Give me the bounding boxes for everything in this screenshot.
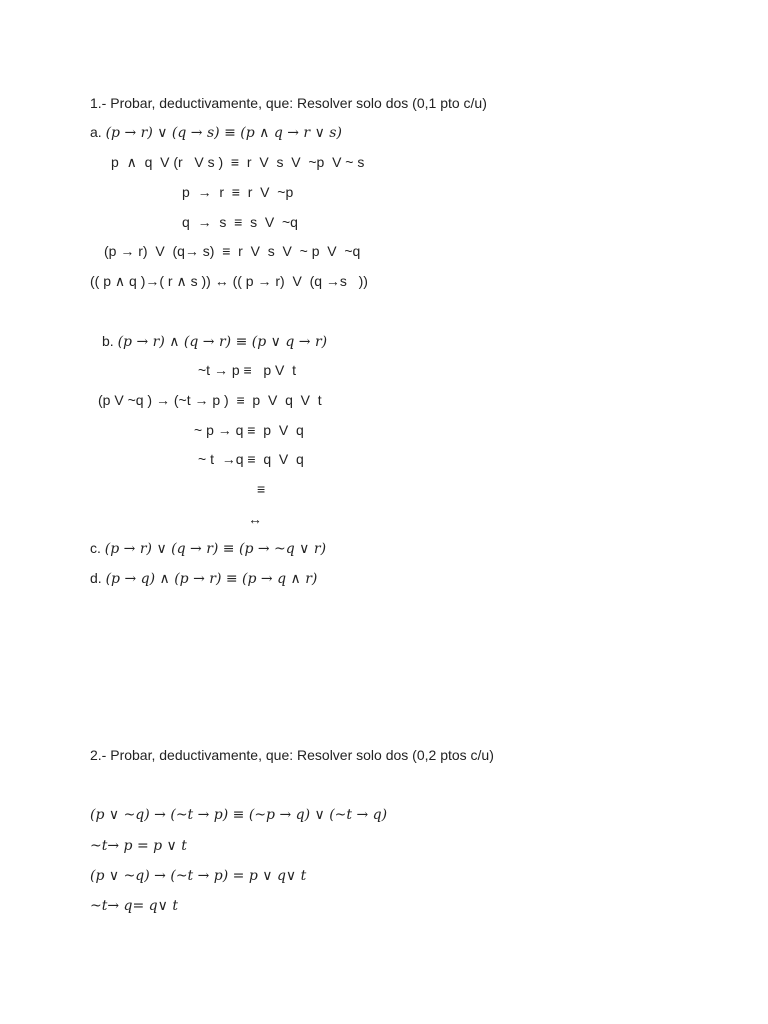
- item-a: [90, 123, 342, 142]
- a-work-line-1: p ∧ q V (r V s ) ≡ r V s V ~p V ~ s: [111, 154, 365, 170]
- item-d-label: d.: [90, 570, 106, 586]
- section2-line-3: (p ∨ ~q) → (~t → p) = p ∨ q∨ t: [90, 868, 307, 884]
- a-work-line-5: (( p ∧ q )→( r ∧ s )) ↔ (( p → r) V (q →s )): [90, 273, 368, 289]
- section2-heading: 2.- Probar, deductivamente, que: Resolver solo dos (0,2 ptos c/u): [90, 747, 494, 763]
- a-work-line-2: p → r ≡ r V ~p: [182, 184, 294, 200]
- a-work-line-3: q → s ≡ s V ~q: [182, 214, 298, 230]
- section2-line-1: (p ∨ ~q) → (~t → p) ≡ (~p → q) ∨ (~t → q): [90, 807, 388, 823]
- item-d: [90, 569, 317, 588]
- b-work-line-2: (p V ~q ) → (~t → p ) ≡ p V q V t: [98, 392, 322, 408]
- item-a-formula: (p → r) ∨ (q → s) ≡ (p ∧ q → r ∨ s): [105, 125, 342, 141]
- b-work-line-5: ≡: [257, 481, 266, 497]
- item-b: [102, 332, 327, 351]
- section1-heading: 1.- Probar, deductivamente, que: Resolver solo dos (0,1 pto c/u): [90, 95, 487, 111]
- b-work-line-4: ~ t →q ≡ q V q: [198, 451, 304, 467]
- item-d-formula: (p → q) ∧ (p → r) ≡ (p → q ∧ r): [105, 571, 318, 587]
- item-c-formula: (p → r) ∨ (q → r) ≡ (p → ~q ∨ r): [104, 541, 327, 557]
- b-work-line-3: ~ p → q ≡ p V q: [194, 422, 304, 438]
- b-work-line-6: ↔: [248, 511, 262, 527]
- item-a-label: a.: [90, 124, 106, 140]
- item-b-label: b.: [102, 333, 118, 349]
- item-b-formula: (p → r) ∧ (q → r) ≡ (p ∨ q → r): [117, 334, 328, 350]
- item-c: [90, 539, 326, 558]
- section2-line-2: ~t→ p = p ∨ t: [90, 838, 187, 854]
- section2-line-4: ~t→ q= q∨ t: [90, 898, 178, 914]
- b-work-line-1: ~t → p ≡ p V t: [198, 362, 297, 378]
- a-work-line-4: (p → r) V (q→ s) ≡ r V s V ~ p V ~q: [104, 243, 361, 259]
- item-c-label: c.: [90, 540, 105, 556]
